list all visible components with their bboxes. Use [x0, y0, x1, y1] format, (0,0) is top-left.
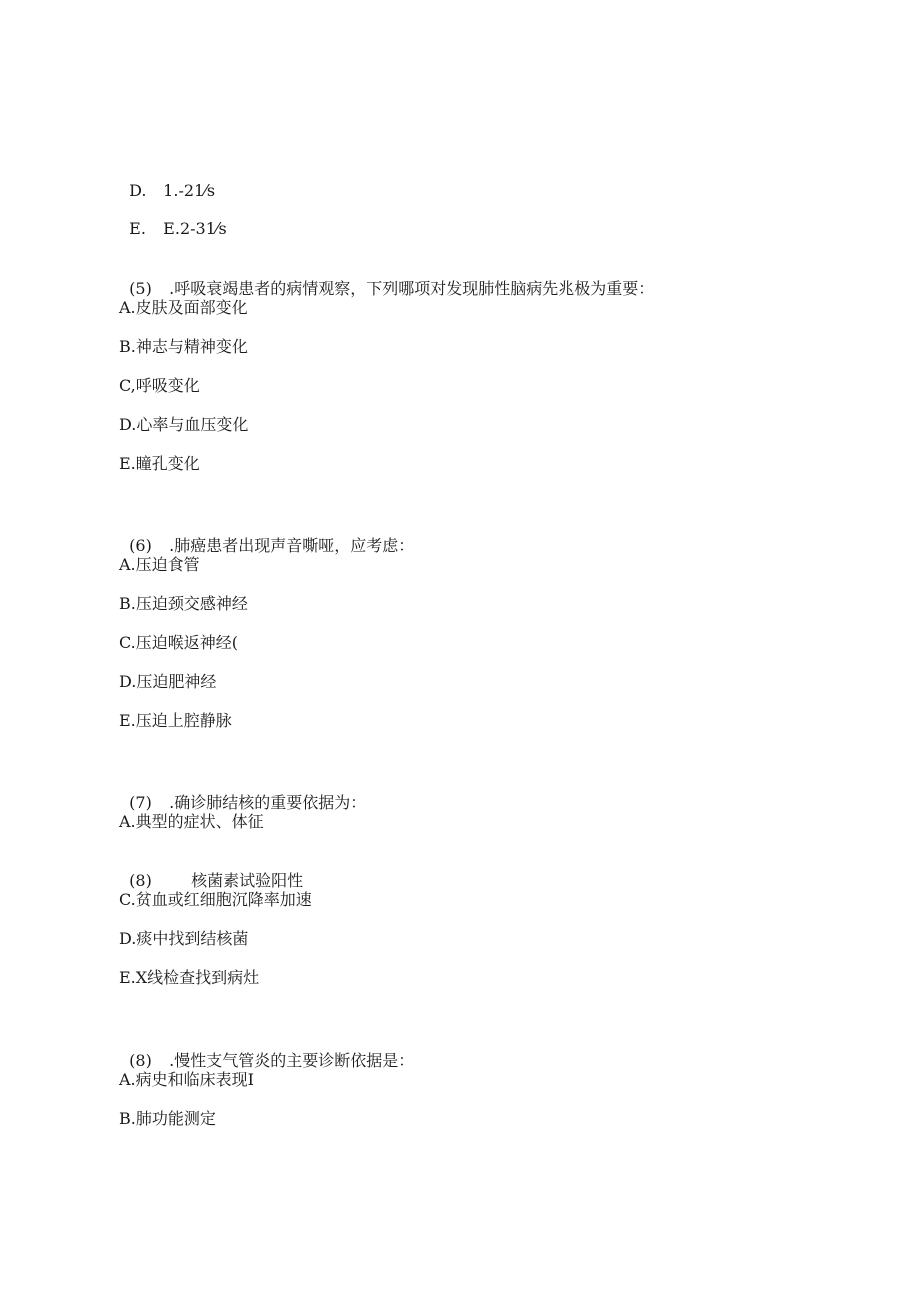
question-5-option-e: E.瞳孔变化 — [119, 454, 200, 473]
question-5-option-b: B.神志与精神变化 — [119, 337, 248, 356]
option-text: E.2-31⁄s — [163, 219, 227, 238]
question-text: .慢性支气管炎的主要诊断依据是： — [169, 1051, 415, 1070]
question-6-option-b: B.压迫颈交感神经 — [119, 594, 248, 613]
question-5-option-a: A.皮肤及面部变化 — [119, 298, 248, 317]
question-6-option-a: A.压迫食管 — [119, 555, 200, 574]
question-6-option-d: D.压迫肥神经 — [119, 672, 217, 691]
question-7-option-b — [119, 851, 303, 891]
option-text: 1.-21⁄s — [163, 181, 216, 200]
option-letter: D. — [129, 181, 147, 200]
question-8-option-a: A.病史和临床表现I — [119, 1070, 254, 1089]
option-letter: E. — [129, 219, 146, 238]
question-text: .肺癌患者出现声音嘶哑，应考虑： — [169, 536, 415, 555]
question-7-option-c: C.贫血或红细胞沉降率加速 — [119, 890, 312, 909]
question-5-option-c: C,呼吸变化 — [119, 376, 200, 395]
question-6-option-e: E.压迫上腔静脉 — [119, 711, 232, 730]
question-number: (8) — [129, 1051, 152, 1070]
question-text: .呼吸衰竭患者的病情观察，下列哪项对发现肺性脑病先兆极为重要： — [169, 279, 655, 298]
question-8-stem — [119, 1031, 414, 1071]
option-d-line — [119, 161, 215, 201]
question-6-option-c: C.压迫喉返神经( — [119, 633, 239, 652]
question-number: (7) — [129, 793, 152, 812]
question-number: (5) — [129, 279, 152, 298]
question-5-option-d: D.心率与血压变化 — [119, 415, 249, 434]
question-7-option-e: E.X线检查找到病灶 — [119, 968, 260, 987]
question-6-stem — [119, 516, 414, 556]
question-5-stem — [119, 259, 654, 299]
option-b-number: (8) — [129, 871, 152, 890]
option-b-text: 核菌素试验阳性 — [191, 871, 304, 890]
option-e-line — [119, 199, 227, 239]
question-7-option-a: A.典型的症状、体征 — [119, 812, 264, 831]
question-text: .确诊肺结核的重要依据为： — [169, 793, 367, 812]
question-8-option-b: B.肺功能测定 — [119, 1109, 216, 1128]
question-7-stem — [119, 773, 366, 813]
question-number: (6) — [129, 536, 152, 555]
question-7-option-d: D.痰中找到结核菌 — [119, 929, 249, 948]
